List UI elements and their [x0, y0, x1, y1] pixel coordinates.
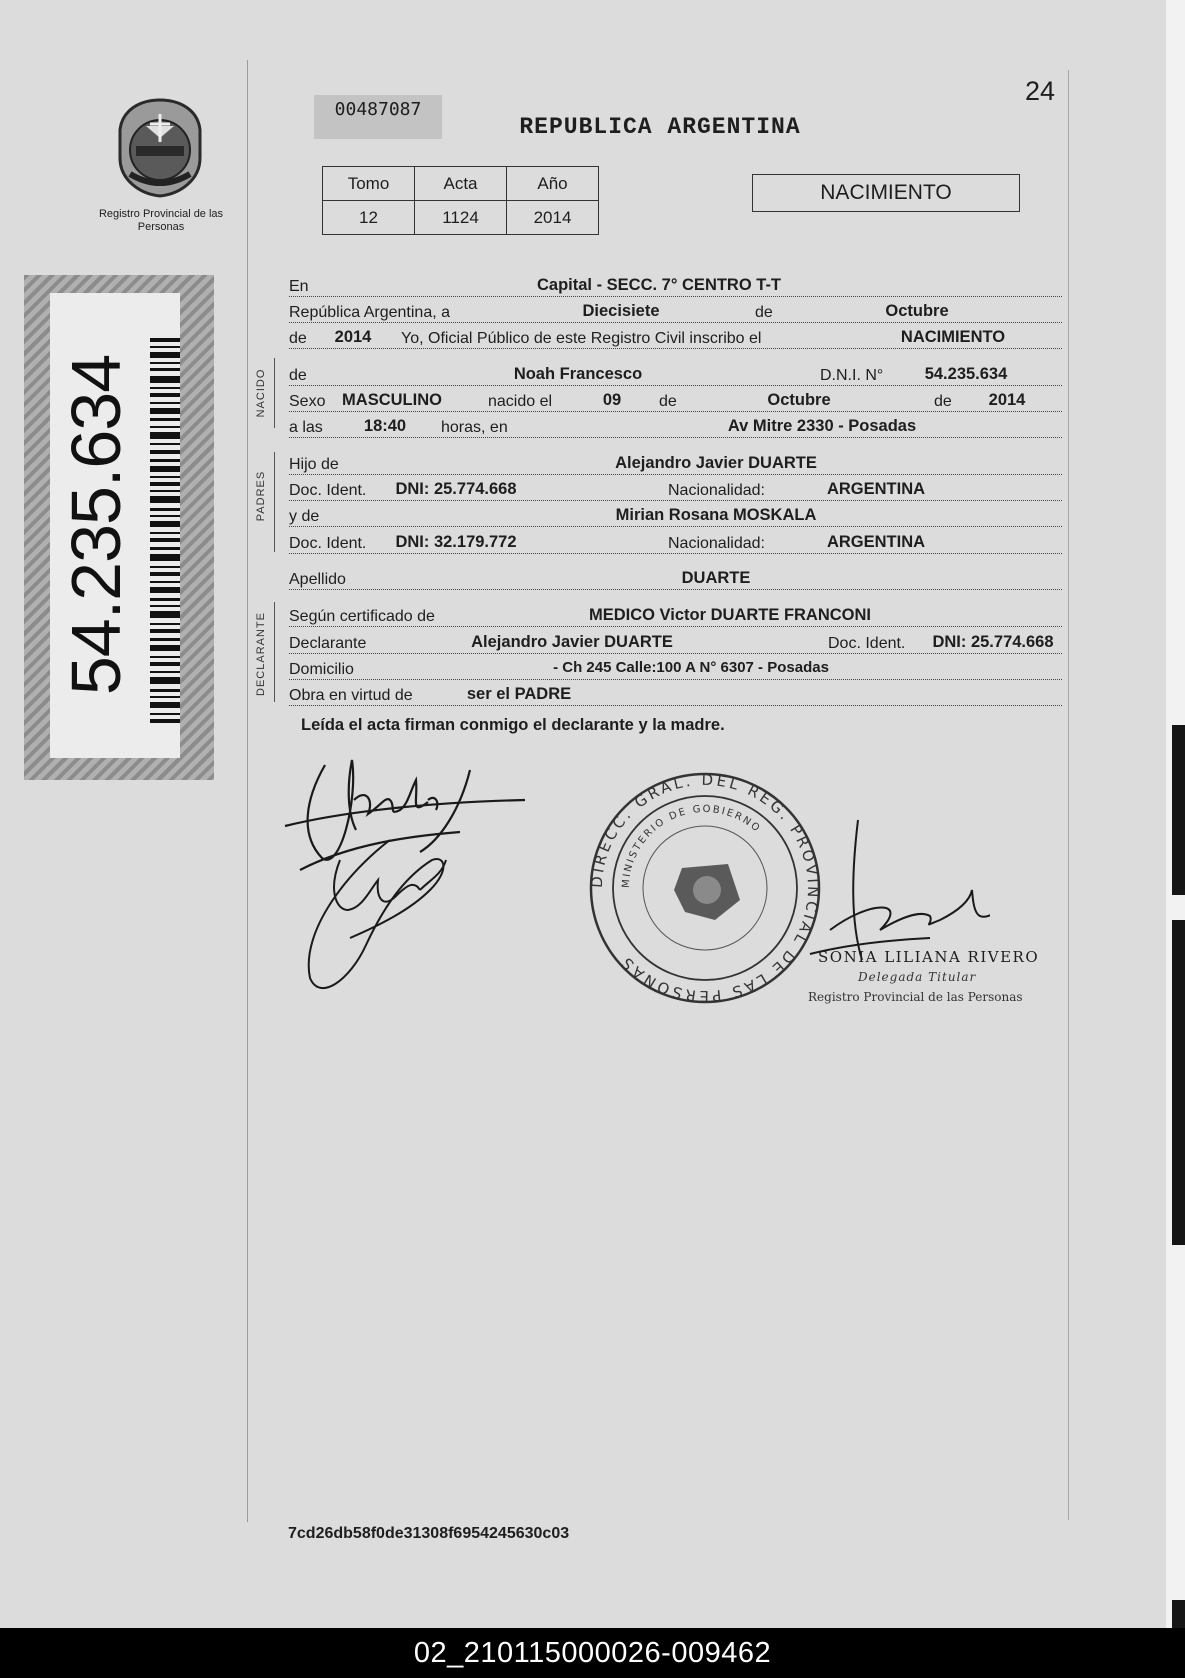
barcode-icon [150, 338, 180, 723]
value-month-registered: Octubre [885, 302, 949, 320]
value-father: Alejandro Javier DUARTE [615, 454, 817, 472]
logo-caption: Registro Provincial de las Personas [98, 208, 224, 233]
row-mother-doc [289, 527, 1062, 554]
provincial-coat-of-arms-logo [110, 96, 210, 198]
dni-sticker-label: 54.235.634 [50, 293, 180, 758]
label-segun: Según certificado de [289, 608, 435, 625]
label-apellido: Apellido [289, 571, 346, 588]
label-horas: horas, en [441, 419, 508, 436]
official-office: Registro Provincial de las Personas [808, 990, 1023, 1004]
official-seal [588, 771, 822, 1005]
value-declarant-doc: DNI: 25.774.668 [932, 633, 1054, 651]
label-doc: Doc. Ident. [289, 482, 367, 499]
seal-inner-text: MINISTERIO DE GOBIERNO [620, 803, 763, 889]
row-republica [289, 296, 1062, 323]
record-type-box: NACIMIENTO [752, 174, 1020, 212]
value-certificate: MEDICO Victor DUARTE FRANCONI [588, 606, 872, 624]
label-de: de [755, 304, 773, 321]
label-de5: de [934, 393, 952, 410]
section-label-padres: PADRES [255, 470, 267, 522]
page-number: 24 [1025, 76, 1056, 106]
serial-number: 00487087 [314, 95, 442, 139]
value-sexo: MASCULINO [342, 391, 442, 409]
value-birth-place: Av Mitre 2330 - Posadas [727, 417, 917, 435]
value-birth-time: 18:40 [363, 417, 407, 435]
label-dni: D.N.I. N° [820, 367, 884, 384]
adjacent-page-edge [1166, 0, 1185, 1628]
row-en [289, 270, 1062, 297]
declarant-signature [285, 760, 525, 870]
row-oficial [289, 322, 1062, 349]
label-nacionalidad2: Nacionalidad: [668, 535, 765, 552]
label-alas: a las [289, 419, 323, 436]
value-name: Noah Francesco [513, 365, 643, 383]
value-record-inscribed: NACIMIENTO [900, 328, 1006, 346]
row-apellido [289, 563, 1062, 590]
country-title: REPUBLICA ARGENTINA [519, 114, 801, 140]
label-yde: y de [289, 508, 320, 525]
value-dni: 54.235.634 [924, 365, 1008, 383]
label-de3: de [289, 367, 307, 384]
value-day-words: Diecisiete [582, 302, 660, 320]
official-name: SONIA LILIANA RIVERO [818, 948, 1040, 966]
right-margin-line [1068, 70, 1069, 1520]
registry-value-tomo: 12 [323, 201, 415, 235]
registry-header-ano: Año [507, 167, 599, 201]
section-divider-padres [274, 452, 275, 552]
label-de4: de [659, 393, 677, 410]
label-doc2: Doc. Ident. [289, 535, 367, 552]
official-signature [810, 820, 990, 960]
value-capacity: ser el PADRE [466, 685, 572, 703]
label-declarante: Declarante [289, 635, 367, 652]
seal-ring-text: DIRECC. GRAL. DEL REG. PROVINCIAL DE LAS PERSONAS [587, 770, 823, 1006]
label-nacido: nacido el [488, 393, 553, 410]
value-place: Capital - SECC. 7° CENTRO T-T [536, 276, 782, 294]
row-obra [289, 679, 1062, 706]
document-hash: 7cd26db58f0de31308f6954245630c03 [288, 1525, 570, 1542]
label-doc3: Doc. Ident. [828, 635, 906, 652]
row-sexo [289, 385, 1062, 412]
label-oficial: Yo, Oficial Público de este Registro Civil inscribo el [401, 330, 762, 347]
label-obra: Obra en virtud de [289, 687, 413, 704]
value-father-doc: DNI: 25.774.668 [395, 480, 517, 498]
value-mother: Mirian Rosana MOSKALA [615, 506, 817, 524]
label-republica: República Argentina, a [289, 304, 450, 321]
official-role: Delegada Titular [858, 970, 977, 984]
value-declarant: Alejandro Javier DUARTE [471, 633, 673, 651]
left-margin-line [247, 60, 248, 1522]
row-segun [289, 600, 1062, 627]
value-birth-year: 2014 [988, 391, 1026, 409]
label-sexo: Sexo [289, 393, 326, 410]
row-domicilio [289, 653, 1062, 680]
value-surname: DUARTE [681, 569, 751, 587]
section-divider-declarante [274, 602, 275, 702]
value-year-registered: 2014 [334, 328, 372, 346]
value-birth-month: Octubre [767, 391, 831, 409]
scan-id-footer: 02_210115000026-009462 [0, 1628, 1185, 1678]
section-label-declarante: DECLARANTE [255, 612, 267, 696]
registry-header-acta: Acta [415, 167, 507, 201]
value-father-nationality: ARGENTINA [826, 480, 926, 498]
section-label-nacido: NACIDO [255, 368, 267, 418]
label-domicilio: Domicilio [289, 661, 354, 678]
value-mother-doc: DNI: 32.179.772 [395, 533, 517, 551]
label-de2: de [289, 330, 307, 347]
row-father-doc [289, 474, 1062, 501]
label-en: En [289, 278, 309, 295]
label-nacionalidad: Nacionalidad: [668, 482, 765, 499]
registry-value-ano: 2014 [507, 201, 599, 235]
mother-signature [309, 840, 446, 988]
row-hora [289, 411, 1062, 438]
row-declarante [289, 627, 1062, 654]
value-mother-nationality: ARGENTINA [826, 533, 926, 551]
registry-header-tomo: Tomo [323, 167, 415, 201]
registry-table [322, 166, 599, 235]
value-address: - Ch 245 Calle:100 A N° 6307 - Posadas [553, 659, 829, 676]
section-divider-nacido [274, 358, 275, 428]
registry-value-acta: 1124 [415, 201, 507, 235]
value-birth-day: 09 [602, 391, 622, 409]
row-madre [289, 500, 1062, 527]
row-nombre [289, 359, 1062, 386]
label-hijo: Hijo de [289, 456, 339, 473]
closing-text: Leída el acta firman conmigo el declarante y la madre. [301, 716, 725, 734]
row-hijo [289, 448, 1062, 475]
